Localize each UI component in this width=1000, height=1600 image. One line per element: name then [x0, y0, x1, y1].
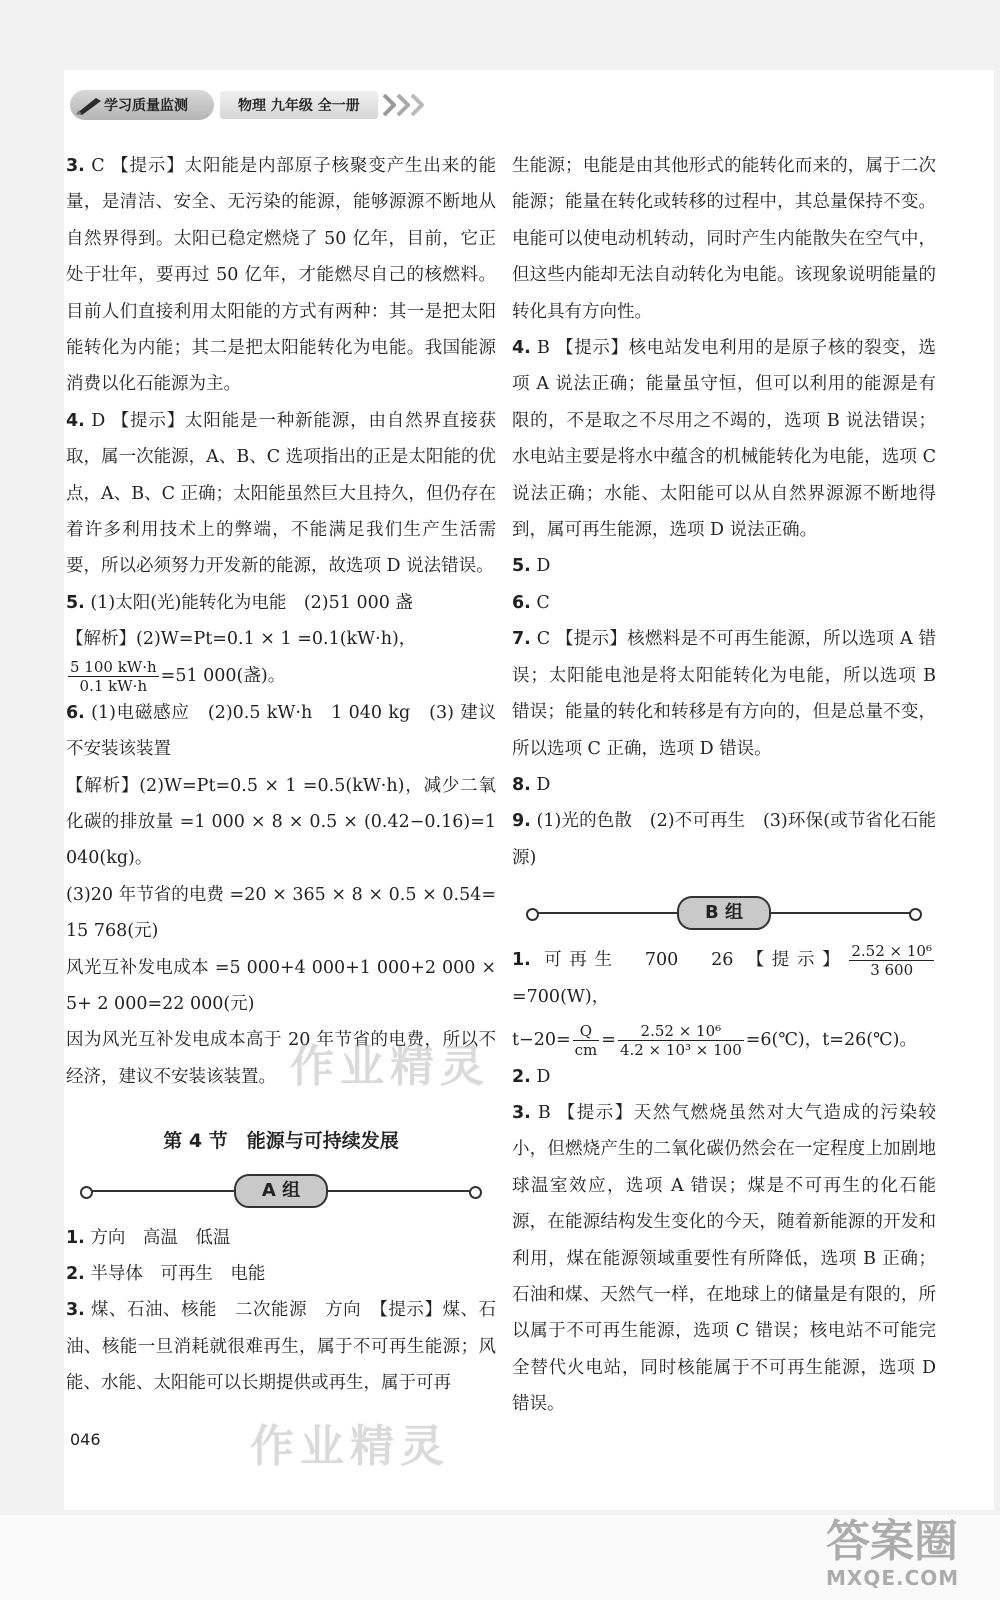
answer-letter: D — [91, 410, 106, 431]
pen-icon — [74, 94, 104, 116]
item-number: 3. — [66, 1300, 85, 1321]
group-label: B 组 — [677, 896, 771, 930]
section-title: 第 4 节 能源与可持续发展 — [163, 1130, 399, 1153]
analysis-text: 【解析】(2)W=Pt=0.5 × 1 =0.5(kW·h)，减少二氧化碳的排放量 =1 000 × 8 × 0.5 × (0.42−0.16)=1 040(kg)。 — [66, 775, 496, 869]
fraction-result: =700(W)， — [512, 987, 610, 1008]
answer-item-6 — [512, 585, 936, 621]
answer-text: (1)太阳(光)能转化为电能 (2)51 000 盏 — [90, 592, 413, 613]
answer-text: D — [536, 1066, 551, 1087]
divider-dot — [526, 908, 539, 921]
header-title: 学习质量监测 — [104, 98, 188, 114]
hint-text: 太阳能是内部原子核聚变产生出来的能量，是清洁、安全、无污染的能源，能够源源不断地从自然界得到。太阳已稳定燃烧了 50 亿年，目前，它正处于壮年，要再过 50 亿年，才能燃尽自己的核燃料。目前人们直接利用太阳能的方式有两种：其一是把太阳能转化为内能；其二是把太阳能转化为电能。我国能源消费以化石能源为主。 — [66, 156, 496, 395]
fraction — [618, 1022, 744, 1059]
answer-item-9 — [512, 803, 936, 876]
numerator: 2.52 × 10⁶ — [618, 1022, 744, 1041]
brand-logo — [826, 1518, 959, 1590]
chevron-right-icon — [382, 93, 396, 117]
answer-item-5 — [512, 548, 936, 584]
temperature-formula: t−20= $\frac{Q}{cm}$ = $\frac{\text{2.52 × 10⁶}}{\text{4.2 × 10³ × 100}}$ =6(℃)，t=26(℃)。 — [512, 1021, 917, 1059]
page-number: 046 — [70, 1430, 101, 1449]
analysis-text: (3)20 年节省的电费 =20 × 365 × 8 × 0.5 × 0.54= 15 768(元) — [66, 884, 496, 942]
watermark: 作业精灵 — [250, 1421, 450, 1472]
hint-text: 核燃料是不可再生能源，所以选项 A 错误；太阳能电池是将太阳能转化为电能，所以选项 B 错误；能量的转化和转移是有方向的，但是总量不变，所以选项 C 正确，选项 D 错误。 — [512, 629, 937, 759]
item-number: 9. — [512, 811, 531, 832]
answer-item-3 — [66, 148, 496, 403]
item-number: 1. — [66, 1227, 85, 1248]
watermark: 作业精灵 — [290, 1041, 490, 1092]
answer-item-a1 — [66, 1220, 496, 1256]
numerator: 2.52 × 10⁶ — [851, 942, 932, 961]
hint-label: 【提示】 — [111, 410, 186, 431]
answer-item-8 — [512, 767, 936, 803]
group-label: A 组 — [234, 1174, 328, 1208]
answer-letter: B — [537, 1102, 551, 1123]
fraction — [68, 658, 159, 695]
analysis-text: 【解析】(2)W=Pt=0.1 × 1 =0.1(kW·h)， — [66, 629, 417, 650]
item-number: 8. — [512, 774, 531, 795]
fraction — [573, 1022, 600, 1059]
group-b-divider — [512, 894, 936, 930]
answer-text: C — [536, 592, 550, 613]
item-number: 2. — [512, 1066, 531, 1087]
fraction-line — [66, 658, 496, 695]
chevron-right-icon — [410, 93, 424, 117]
analysis-text: 风光互补发电成本 =5 000+4 000+1 000+2 000 × 5+ 2 000=22 000(元) — [66, 957, 496, 1014]
divider-dot — [909, 908, 922, 921]
item-number: 4. — [66, 410, 85, 431]
answer-item-b3 — [512, 1095, 936, 1423]
denominator: cm — [574, 1040, 598, 1059]
answer-letter: C — [91, 156, 105, 176]
answer-text: (1)光的色散 (2)不可再生 (3)环保(或节省化石能源) — [512, 811, 936, 868]
header-title-pill — [70, 90, 214, 120]
divider-dot — [469, 1186, 482, 1199]
page-header — [70, 88, 424, 122]
item-number: 4. — [512, 338, 531, 359]
answer-item-a3 — [66, 1292, 496, 1401]
fraction-result: =51 000(盏)。 — [160, 665, 286, 686]
answer-item-5 — [66, 585, 496, 621]
answer-letter: C — [536, 629, 551, 650]
denominator: 0.1 kW·h — [79, 676, 148, 695]
item-number: 3. — [512, 1102, 531, 1123]
hint-label: 【提示】 — [557, 1102, 634, 1123]
answer-text: D — [536, 556, 551, 577]
answer-item-4 — [512, 330, 936, 548]
brand-url: MXQE.COM — [826, 1566, 960, 1590]
hint-label: 【提示】 — [111, 156, 185, 176]
answer-item-a2 — [66, 1256, 496, 1292]
answer-text: 方向 高温 低温 — [90, 1227, 231, 1248]
item-number: 5. — [512, 556, 531, 577]
left-column — [66, 148, 496, 1402]
hint-text: 天然气燃烧虽然对大气造成的污染较小，但燃烧产生的二氧化碳仍然会在一定程度上加剧地球温室效应，选项 A 错误；煤是不可再生的化石能源，在能源结构发生变化的今天，随着新能源的开发和利用，煤在能源领域重要性有所降低，选项 B 正确；石油和煤、天然气一样，在地球上的储量是有限的，所以属于不可再生能源，选项 C 错误；核电站不可能完全替代火电站，同时核能属于不可再生能源，选项 D 错误。 — [512, 1102, 936, 1415]
answer-text: (1)电磁感应 (2)0.5 kW·h 1 040 kg (3) 建议不安装该装置 — [66, 702, 496, 760]
hint-label: 【提示】 — [746, 950, 848, 971]
item-number: 1. — [512, 950, 531, 971]
item-number: 6. — [512, 592, 531, 613]
answer-item-4 — [66, 403, 496, 585]
hint-text: 核电站发电利用的是原子核的裂变，选项 A 说法正确；能量虽守恒，但可以利用的能源是有限的，不是取之不尽用之不竭的，选项 B 说法错误；水电站主要是将水中蕴含的机械能转化为电能，选项 C 说法正确；水能、太阳能可以从自然界源源不断地得到，属可再生能源，选项 D 说法正确。 — [512, 338, 936, 541]
item-number: 7. — [512, 629, 531, 650]
item-number: 2. — [66, 1263, 85, 1284]
header-subject: 物理 九年级 全一册 — [220, 91, 378, 119]
right-column — [512, 148, 936, 1423]
hint-text: 太阳能是一种新能源，由自然界直接获取，属一次能源，A、B、C 选项指出的正是太阳能的优点，A、B、C 正确；太阳能虽然巨大且持久，但仍存在着许多利用技术上的弊端，不能满足我们生产生活需要，所以必须努力开发新的能源，故选项 D 说法错误。 — [66, 410, 496, 577]
answer-text: 可再生 700 26 — [544, 950, 734, 971]
answer-text: 煤、石油、核能 二次能源 方向 【提示】煤、石油、核能一旦消耗就很难再生，属于不可再生能源；风能、水能、太阳能可以长期提供或再生，属于可再 — [66, 1300, 496, 1394]
group-a-divider — [66, 1172, 496, 1208]
item-number: 5. — [66, 592, 85, 613]
answer-letter: B — [537, 338, 550, 359]
chevron-decoration — [382, 93, 424, 117]
formula-prefix: t−20= — [512, 1029, 571, 1050]
numerator: Q — [573, 1022, 600, 1041]
brand-name: 答案圈 — [826, 1516, 958, 1567]
fraction-result: =6(℃)，t=26(℃)。 — [745, 1029, 917, 1050]
analysis-text: 因为风光互补发电成本高于 20 年节省的电费，所以不经济，建议不安装该装置。 — [66, 1030, 496, 1087]
denominator: 3 600 — [870, 961, 914, 980]
answer-item-b2 — [512, 1059, 936, 1095]
answer-item-b1 — [512, 942, 936, 1015]
hint-label: 【提示】 — [555, 629, 628, 650]
chevron-right-icon — [396, 93, 410, 117]
answer-item-6 — [66, 695, 496, 768]
answer-text: 半导体 可再生 电能 — [90, 1263, 266, 1284]
answer-item-7 — [512, 621, 936, 767]
item-number: 3. — [66, 156, 85, 176]
hint-label: 【提示】 — [556, 338, 629, 359]
denominator: 4.2 × 10³ × 100 — [619, 1040, 742, 1059]
fraction — [849, 942, 934, 979]
continued-text: 生能源；电能是由其他形式的能转化而来的，属于二次能源；能量在转化或转移的过程中，其总量保持不变。电能可以使电动机转动，同时产生内能散失在空气中，但这些内能却无法自动转化为电能。该现象说明能量的转化具有方向性。 — [512, 156, 936, 322]
divider-dot — [80, 1186, 93, 1199]
answer-text: D — [536, 774, 551, 795]
numerator: 5 100 kW·h — [70, 657, 157, 676]
item-number: 6. — [66, 702, 85, 723]
